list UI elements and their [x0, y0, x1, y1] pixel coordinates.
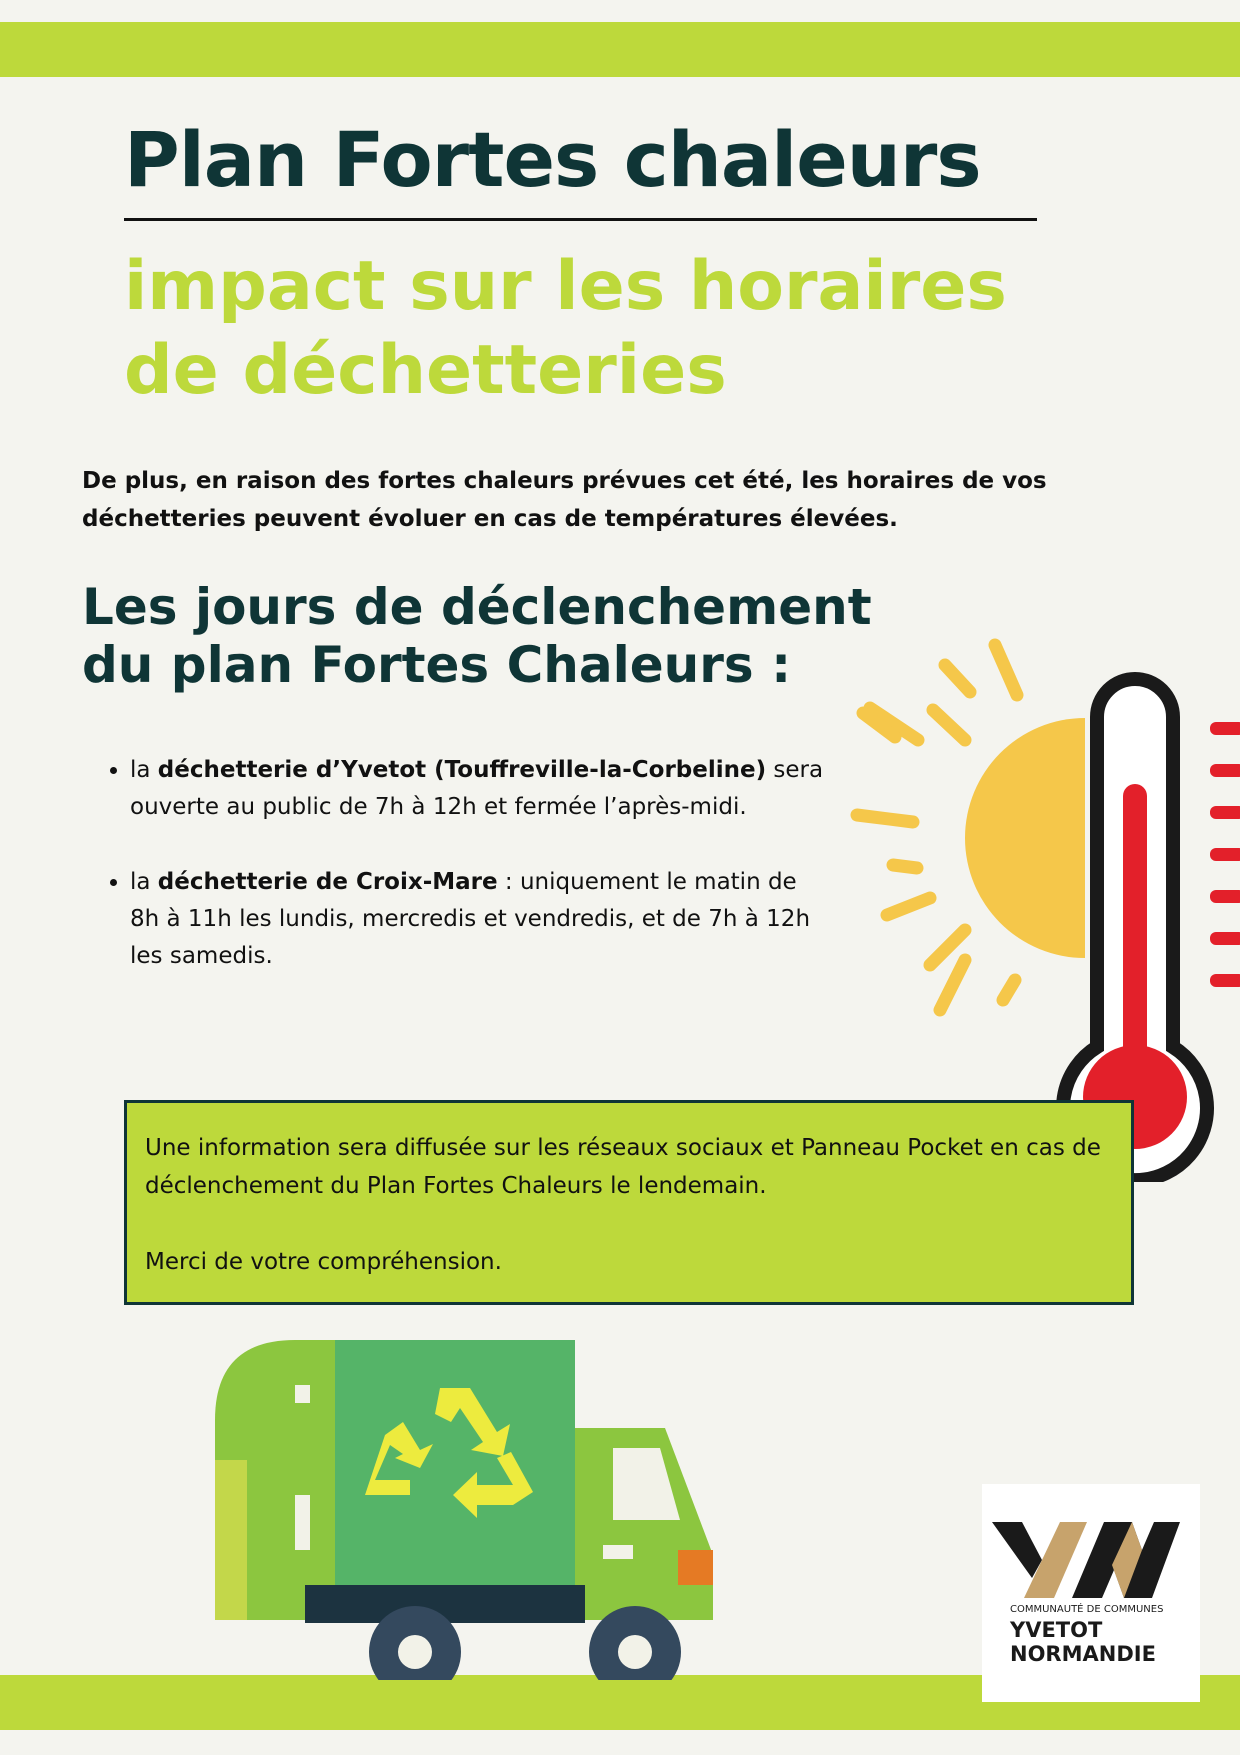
schedule-list [108, 752, 830, 1013]
bullet-prefix: la [130, 757, 158, 783]
info-box [124, 1100, 1134, 1305]
logo-caption: COMMUNAUTÉ DE COMMUNES [1010, 1604, 1164, 1615]
logo [982, 1484, 1200, 1702]
bullet-detail: : uniquement le matin de 8h à 11h les lundis, mercredis et vendredis, et de 7h à 12h les samedis. [130, 869, 811, 969]
subtitle-line-1: impact sur les horaires [124, 247, 1007, 326]
info-text: Une information sera diffusée sur les réseaux sociaux et Panneau Pocket en cas de déclenchement du Plan Fortes Chaleurs le lendemain. [145, 1135, 1101, 1199]
thanks-text: Merci de votre compréhension. [145, 1249, 502, 1275]
logo-name-2: NORMANDIE [1010, 1642, 1156, 1666]
title-underline [124, 218, 1037, 221]
list-item [130, 752, 830, 826]
yn-logo-icon [992, 1520, 1192, 1600]
page-subtitle [124, 245, 1204, 413]
recycling-truck-icon [215, 1340, 715, 1680]
top-band [0, 22, 1240, 77]
section-heading-line-2: du plan Fortes Chaleurs : [82, 636, 792, 694]
intro-paragraph: De plus, en raison des fortes chaleurs prévues cet été, les horaires de vos déchetteries peuvent évoluer en cas de températures élevées. [82, 468, 1047, 532]
logo-name-1: YVETOT [1010, 1618, 1103, 1642]
bullet-detail: sera ouverte au public de 7h à 12h et fermée l’après-midi. [130, 757, 824, 820]
subtitle-line-2: de déchetteries [124, 331, 727, 410]
bullet-site-name: déchetterie d’Yvetot (Touffreville-la-Corbeline) [157, 757, 767, 783]
sun-icon [845, 630, 1085, 1040]
page-title: Plan Fortes chaleurs [124, 115, 981, 204]
bullet-site-name: déchetterie de Croix-Mare [157, 869, 498, 895]
section-heading-line-1: Les jours de déclenchement [82, 578, 872, 636]
list-item [130, 864, 830, 975]
bullet-prefix: la [130, 869, 158, 895]
